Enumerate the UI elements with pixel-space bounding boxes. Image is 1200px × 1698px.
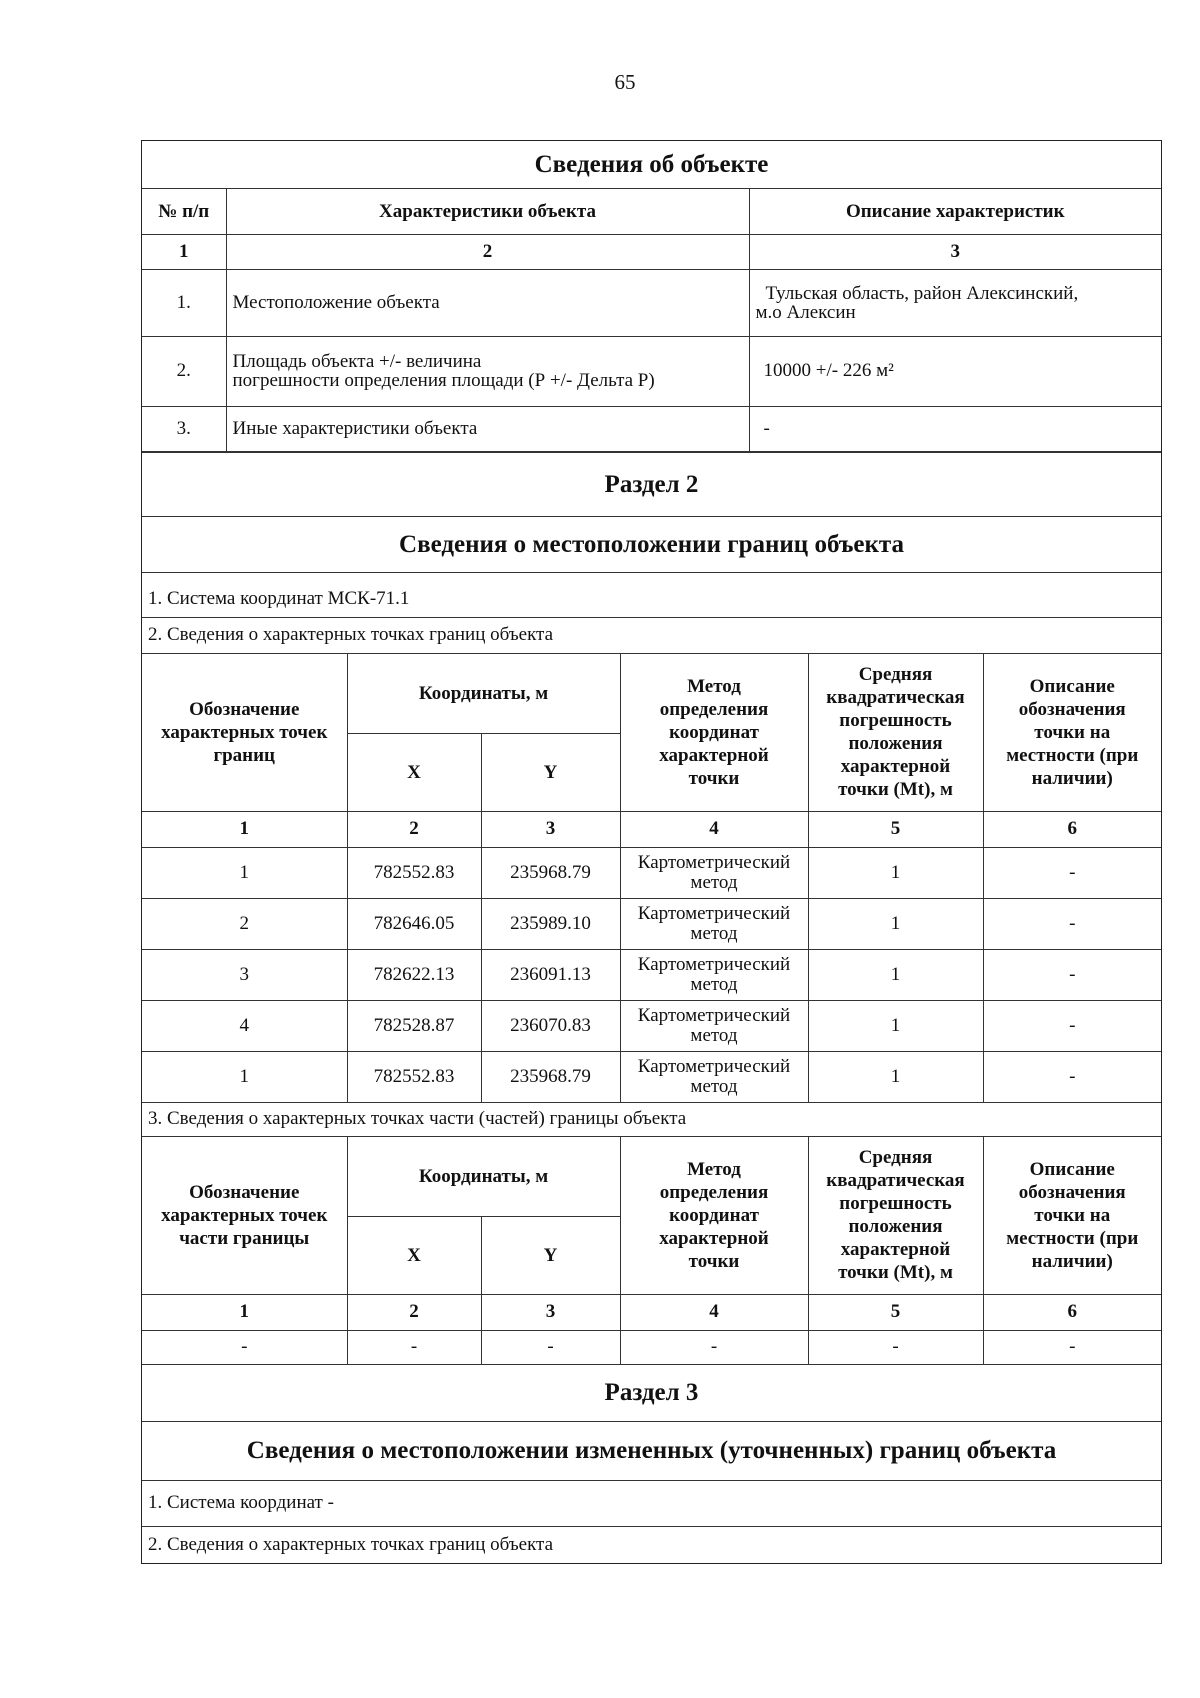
part-cell: - xyxy=(983,1330,1161,1364)
row-value: 10000 +/- 226 м² xyxy=(749,336,1161,406)
point-x: 782552.83 xyxy=(347,1051,481,1102)
row-num: 3. xyxy=(142,406,226,451)
col-header-coords: Координаты, м xyxy=(347,1136,620,1216)
row-value xyxy=(749,269,1161,336)
index-cell: 1 xyxy=(142,811,347,847)
part-points-table xyxy=(142,1136,1161,1365)
point-y: 235968.79 xyxy=(481,1051,620,1102)
boundary-points-table xyxy=(142,653,1161,1103)
col-header-designation: Обозначение характерных точек границ xyxy=(142,653,347,811)
boundary-form xyxy=(141,140,1162,1564)
table-row xyxy=(142,406,1161,451)
point-y: 235968.79 xyxy=(481,847,620,898)
point-x: 782646.05 xyxy=(347,898,481,949)
index-cell: 2 xyxy=(226,234,749,269)
point-y: 236070.83 xyxy=(481,1000,620,1051)
table-row xyxy=(142,898,1161,949)
part-cell: - xyxy=(620,1330,808,1364)
point-mt: 1 xyxy=(808,949,983,1000)
col-header-error: Средняя квадратическая погрешность положения характерной точки (Mt), м xyxy=(808,1136,983,1294)
section3-points-title: 2. Сведения о характерных точках границ объекта xyxy=(148,1533,554,1555)
index-cell: 4 xyxy=(620,1294,808,1330)
col-header-designation: Обозначение характерных точек части границы xyxy=(142,1136,347,1294)
section3-title: Раздел 3 xyxy=(142,1365,1161,1422)
col-header-x: X xyxy=(347,733,481,811)
point-mt: 1 xyxy=(808,847,983,898)
index-cell: 3 xyxy=(749,234,1161,269)
index-cell: 4 xyxy=(620,811,808,847)
col-header-description: Описание обозначения точки на местности (при наличии) xyxy=(983,653,1161,811)
col-header-x: X xyxy=(347,1216,481,1294)
index-cell: 1 xyxy=(142,1294,347,1330)
table-row xyxy=(142,847,1161,898)
point-x: 782528.87 xyxy=(347,1000,481,1051)
point-id: 4 xyxy=(142,1000,347,1051)
name-line: погрешности определения площади (Р +/- Дельта Р) xyxy=(232,370,655,391)
table-row xyxy=(142,336,1161,406)
points-body xyxy=(142,847,1161,1102)
section3-subtitle: Сведения о местоположении измененных (уточненных) границ объекта xyxy=(142,1422,1161,1481)
point-x: 782552.83 xyxy=(347,847,481,898)
value-line: м.о Алексин xyxy=(755,301,856,323)
object-info-title: Сведения об объекте xyxy=(142,141,1161,189)
col-header-method: Метод определения координат характерной точки xyxy=(620,1136,808,1294)
index-cell: 1 xyxy=(142,234,226,269)
point-method: Картометрический метод xyxy=(620,949,808,1000)
table-row xyxy=(142,269,1161,336)
index-cell: 3 xyxy=(481,811,620,847)
point-mt: 1 xyxy=(808,1000,983,1051)
table-row xyxy=(142,1330,1161,1364)
section2-subtitle: Сведения о местоположении границ объекта xyxy=(142,517,1161,573)
col-header-method: Метод определения координат характерной точки xyxy=(620,653,808,811)
table-row xyxy=(142,1000,1161,1051)
point-id: 1 xyxy=(142,1051,347,1102)
object-info-table xyxy=(142,189,1161,452)
point-y: 236091.13 xyxy=(481,949,620,1000)
row-name: Местоположение объекта xyxy=(226,269,749,336)
col-header-description: Описание обозначения точки на местности (при наличии) xyxy=(983,1136,1161,1294)
point-desc: - xyxy=(983,847,1161,898)
index-cell: 6 xyxy=(983,1294,1161,1330)
page-number: 65 xyxy=(614,70,636,94)
point-id: 1 xyxy=(142,847,347,898)
index-cell: 2 xyxy=(347,811,481,847)
table-row xyxy=(142,1051,1161,1102)
point-method: Картометрический метод xyxy=(620,847,808,898)
section2-title: Раздел 2 xyxy=(142,452,1161,517)
point-id: 3 xyxy=(142,949,347,1000)
point-x: 782622.13 xyxy=(347,949,481,1000)
section2-points-title: 2. Сведения о характерных точках границ объекта xyxy=(148,624,554,645)
point-desc: - xyxy=(983,1051,1161,1102)
table-row xyxy=(142,949,1161,1000)
point-mt: 1 xyxy=(808,1051,983,1102)
col-header-y: Y xyxy=(481,1216,620,1294)
point-desc: - xyxy=(983,949,1161,1000)
section2-parts-title: 3. Сведения о характерных точках части (частей) границы объекта xyxy=(148,1108,687,1129)
part-cell: - xyxy=(142,1330,347,1364)
row-num: 1. xyxy=(142,269,226,336)
point-y: 235989.10 xyxy=(481,898,620,949)
index-cell: 2 xyxy=(347,1294,481,1330)
col-header-description: Описание характеристик xyxy=(749,189,1161,234)
col-header-y: Y xyxy=(481,733,620,811)
col-header-characteristic: Характеристики объекта xyxy=(226,189,749,234)
part-cell: - xyxy=(481,1330,620,1364)
row-name xyxy=(226,336,749,406)
point-desc: - xyxy=(983,1000,1161,1051)
point-desc: - xyxy=(983,898,1161,949)
row-num: 2. xyxy=(142,336,226,406)
col-header-num: № п/п xyxy=(142,189,226,234)
part-cell: - xyxy=(347,1330,481,1364)
name-line: Площадь объекта +/- величина xyxy=(232,351,482,372)
row-name: Иные характеристики объекта xyxy=(226,406,749,451)
index-cell: 5 xyxy=(808,1294,983,1330)
point-method: Картометрический метод xyxy=(620,898,808,949)
point-method: Картометрический метод xyxy=(620,1051,808,1102)
row-value: - xyxy=(749,406,1161,451)
index-cell: 6 xyxy=(983,811,1161,847)
col-header-coords: Координаты, м xyxy=(347,653,620,733)
index-cell: 5 xyxy=(808,811,983,847)
section3-coord-system: 1. Система координат - xyxy=(142,1481,1161,1527)
point-id: 2 xyxy=(142,898,347,949)
index-cell: 3 xyxy=(481,1294,620,1330)
part-cell: - xyxy=(808,1330,983,1364)
point-mt: 1 xyxy=(808,898,983,949)
col-header-error: Средняя квадратическая погрешность положения характерной точки (Mt), м xyxy=(808,653,983,811)
section2-coord-system: 1. Система координат МСК-71.1 xyxy=(142,573,1161,618)
point-method: Картометрический метод xyxy=(620,1000,808,1051)
value-line: Тульская область, район Алексинский, xyxy=(765,282,1079,304)
